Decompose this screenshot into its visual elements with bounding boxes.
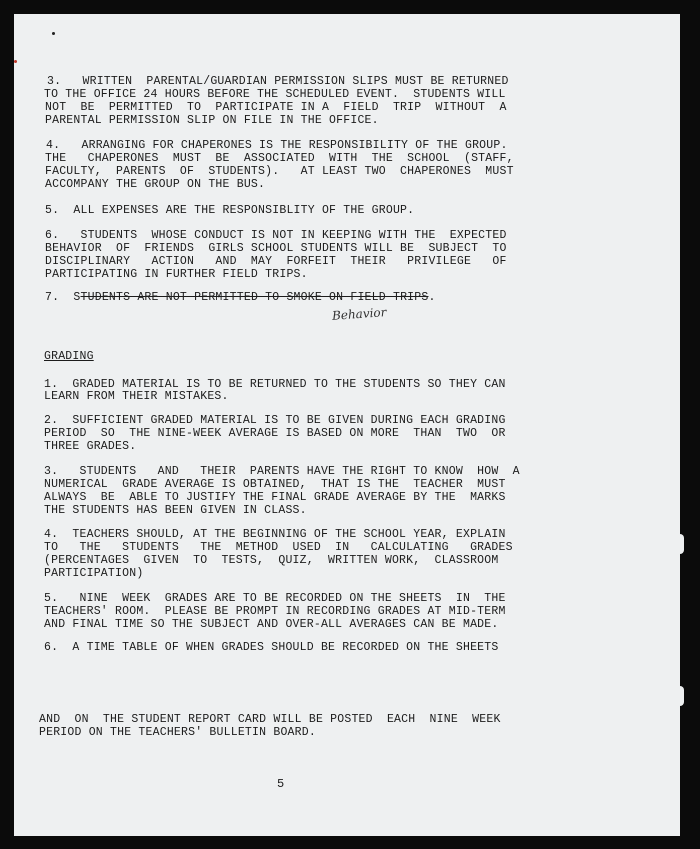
rule-7-suffix: . <box>428 291 436 304</box>
grading-5-line-3: AND FINAL TIME SO THE SUBJECT AND OVER-ALL AVERAGES CAN BE MADE. <box>44 618 499 631</box>
grading-4-line-3: (PERCENTAGES GIVEN TO TESTS, QUIZ, WRITTEN WORK, CLASSROOM <box>44 554 499 567</box>
grading-2-line-3: THREE GRADES. <box>44 440 137 453</box>
grading-heading: GRADING <box>44 350 94 363</box>
grading-4-line-1: 4. TEACHERS SHOULD, AT THE BEGINNING OF THE SCHOOL YEAR, EXPLAIN <box>44 528 506 541</box>
grading-3-line-4: THE STUDENTS HAS BEEN GIVEN IN CLASS. <box>44 504 307 517</box>
grading-3-line-3: ALWAYS BE ABLE TO JUSTIFY THE FINAL GRADE AVERAGE BY THE MARKS <box>44 491 506 504</box>
ink-speck <box>52 32 55 35</box>
page-number: 5 <box>277 777 285 791</box>
rule-4-line-3: FACULTY, PARENTS OF STUDENTS). AT LEAST TWO CHAPERONES MUST <box>45 165 514 178</box>
red-mark <box>14 60 17 63</box>
grading-2-line-2: PERIOD SO THE NINE-WEEK AVERAGE IS BASED ON MORE THAN TWO OR <box>44 427 506 440</box>
grading-6-cont-line-2: PERIOD ON THE TEACHERS' BULLETIN BOARD. <box>39 726 316 739</box>
rule-3-line-3: NOT BE PERMITTED TO PARTICIPATE IN A FIELD TRIP WITHOUT A <box>45 101 507 114</box>
grading-1-line-2: LEARN FROM THEIR MISTAKES. <box>44 390 229 403</box>
rule-7-line <box>45 292 436 304</box>
rule-7-prefix: 7. S <box>45 291 81 304</box>
rule-4-line-2: THE CHAPERONES MUST BE ASSOCIATED WITH THE SCHOOL (STAFF, <box>45 152 514 165</box>
grading-6-line-1: 6. A TIME TABLE OF WHEN GRADES SHOULD BE RECORDED ON THE SHEETS <box>44 641 499 654</box>
grading-5-line-1: 5. NINE WEEK GRADES ARE TO BE RECORDED ON THE SHEETS IN THE <box>44 592 506 605</box>
grading-4-line-4: PARTICIPATION) <box>44 567 144 580</box>
grading-3-line-1: 3. STUDENTS AND THEIR PARENTS HAVE THE RIGHT TO KNOW HOW A <box>44 465 520 478</box>
rule-4-line-1: 4. ARRANGING FOR CHAPERONES IS THE RESPONSIBILITY OF THE GROUP. <box>46 139 508 152</box>
page-notch <box>676 534 684 554</box>
grading-3-line-2: NUMERICAL GRADE AVERAGE IS OBTAINED, THAT IS THE TEACHER MUST <box>44 478 506 491</box>
rule-6-line-2: BEHAVIOR OF FRIENDS GIRLS SCHOOL STUDENTS WILL BE SUBJECT TO <box>45 242 507 255</box>
grading-4-line-2: TO THE STUDENTS THE METHOD USED IN CALCULATING GRADES <box>44 541 513 554</box>
grading-5-line-2: TEACHERS' ROOM. PLEASE BE PROMPT IN RECORDING GRADES AT MID-TERM <box>44 605 506 618</box>
document-page <box>14 14 680 836</box>
rule-6-line-1: 6. STUDENTS WHOSE CONDUCT IS NOT IN KEEPING WITH THE EXPECTED <box>45 229 507 242</box>
rule-3-line-2: TO THE OFFICE 24 HOURS BEFORE THE SCHEDULED EVENT. STUDENTS WILL <box>44 88 506 101</box>
rule-4-line-4: ACCOMPANY THE GROUP ON THE BUS. <box>45 178 266 191</box>
grading-2-line-1: 2. SUFFICIENT GRADED MATERIAL IS TO BE GIVEN DURING EACH GRADING <box>44 414 506 427</box>
grading-1-line-1: 1. GRADED MATERIAL IS TO BE RETURNED TO THE STUDENTS SO THEY CAN <box>44 378 506 391</box>
page-notch <box>676 686 684 706</box>
rule-3-line-1: 3. WRITTEN PARENTAL/GUARDIAN PERMISSION SLIPS MUST BE RETURNED <box>47 75 509 88</box>
rule-7-struck-text: TUDENTS ARE NOT PERMITTED TO SMOKE ON FIELD TRIPS <box>80 291 429 304</box>
grading-6-cont-line-1: AND ON THE STUDENT REPORT CARD WILL BE POSTED EACH NINE WEEK <box>39 713 501 726</box>
rule-5-line-1: 5. ALL EXPENSES ARE THE RESPONSIBLITY OF THE GROUP. <box>45 204 415 217</box>
rule-6-line-3: DISCIPLINARY ACTION AND MAY FORFEIT THEIR PRIVILEGE OF <box>45 255 507 268</box>
rule-3-line-4: PARENTAL PERMISSION SLIP ON FILE IN THE OFFICE. <box>45 114 379 127</box>
rule-6-line-4: PARTICIPATING IN FURTHER FIELD TRIPS. <box>45 268 308 281</box>
handwritten-note: Behavior <box>331 305 387 323</box>
